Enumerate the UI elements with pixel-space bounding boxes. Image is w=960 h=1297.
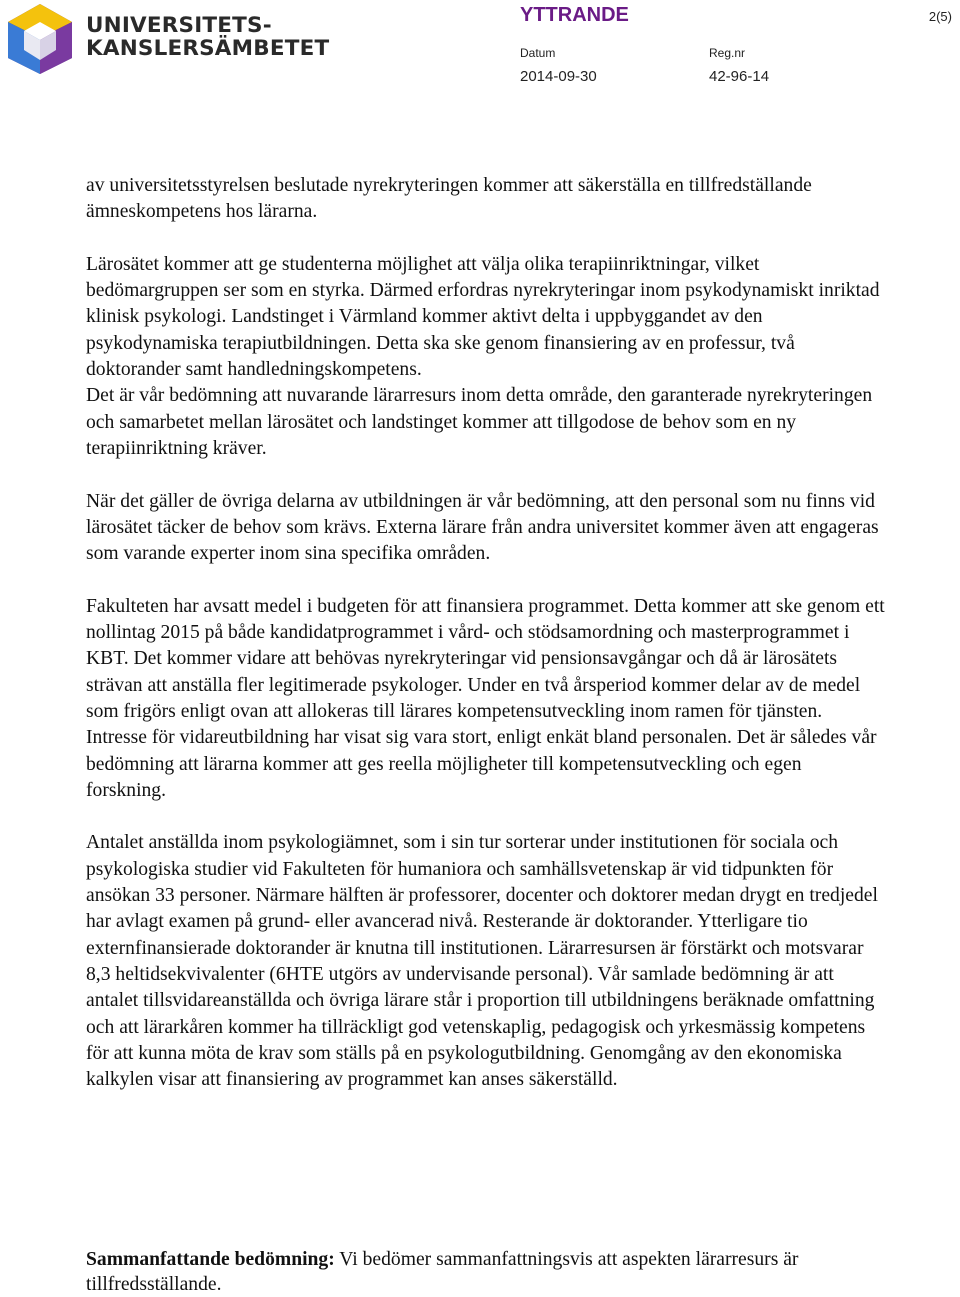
- paragraph-2: Lärosätet kommer att ge studenterna möjlighet att välja olika terapiinriktningar, vilket bedömargruppen ser som en styrka. Därmed erfordras nyrekryteringar inom psykodynamiskt inriktad klinisk psykologi. Landstinget i Värmland kommer aktivt delta i uppbyggandet av den psykodynamiska terapiutbildningen. Detta ska ske genom finansiering av en professur, två doktorander samt handledningskompetens.: [86, 253, 880, 381]
- org-line-2: KANSLERSÄMBETET: [86, 36, 330, 61]
- summary-assessment: [86, 1247, 886, 1297]
- page-number: 2(5): [928, 9, 952, 24]
- document-body: [86, 173, 886, 1120]
- paragraph-4: När det gäller de övriga delarna av utbildningen är vår bedömning, att den personal som nu finns vid lärosätet täcker de behov som krävs. Externa lärare från andra universitet kommer även att engageras som varande experter inom sina specifika områden.: [86, 490, 879, 565]
- date-value: 2014-09-30: [520, 68, 597, 85]
- date-label: Datum: [520, 46, 556, 60]
- org-line-1: UNIVERSITETS-: [86, 13, 272, 38]
- summary-label: Sammanfattande bedömning:: [86, 1249, 335, 1270]
- paragraph-3: Det är vår bedömning att nuvarande lärarresurs inom detta område, den garanterade nyrekryteringen och samarbetet mellan lärosätet och landstinget kommer att tillgodose de behov som en ny terapiinriktning kräver.: [86, 385, 873, 459]
- document-type: YTTRANDE: [520, 4, 629, 26]
- regnr-value: 42-96-14: [709, 68, 770, 85]
- regnr-label: Reg.nr: [709, 46, 746, 60]
- summary-text: Vi bedömer sammanfattningsvis att aspekten lärarresurs är tillfredsställande.: [86, 1249, 799, 1295]
- paragraph-1: av universitetsstyrelsen beslutade nyrekryteringen kommer att säkerställa en tillfredställande ämneskompetens hos lärarna.: [86, 175, 812, 223]
- paragraph-6: Antalet anställda inom psykologiämnet, som i sin tur sorterar under institutionen för sociala och psykologiska studier vid Fakulteten för humaniora och samhällsvetenskap är vid tidpunkten för ansökan 33 personer. Närmare hälften är professorer, docenter och doktorer medan drygt en tredjedel har avlagt examen på grund- eller avancerad nivå. Resterande är doktorander. Ytterligare tio externfinansierade doktorander är knutna till institutionen. Lärarresursen är förstärkt och motsvarar 8,3 heltidsekvivalenter (6HTE utgörs av undervisande personal). Vår samlade bedömning är att antalet tillsvidareanställda och övriga lärare står i proportion till utbildningens beräknade omfattning och att lärarkåren kommer ha tillräckligt god vetenskaplig, pedagogisk och yrkesmässig kompetens för att kunna möta de krav som ställs på en psykologutbildning. Genomgång av den ekonomiska kalkylen visar att finansiering av programmet kan anses säkerställd.: [86, 832, 878, 1091]
- organization-name: [86, 14, 329, 60]
- paragraph-5: Fakulteten har avsatt medel i budgeten för att finansiera programmet. Detta kommer att ske genom ett nollintag 2015 på både kandidatprogrammet i vård- och stödsamordning och masterprogrammet i KBT. Det kommer vidare att behövas nyrekryteringar vid pensionsavgångar och då är lärosätets strävan att anställa fler legitimerade psykologer. Under en två årsperiod kommer delar av de medel som frigörs enligt ovan att allokeras till lärares kompetensutveckling inom ramen för tjänsten. Intresse för vidareutbildning har visat sig vara stort, enligt enkät bland personalen. Det är således vår bedömning att lärarna kommer att ges reella möjligheter till kompetensutveckling och egen forskning.: [86, 595, 885, 801]
- logo-icon: [6, 2, 74, 76]
